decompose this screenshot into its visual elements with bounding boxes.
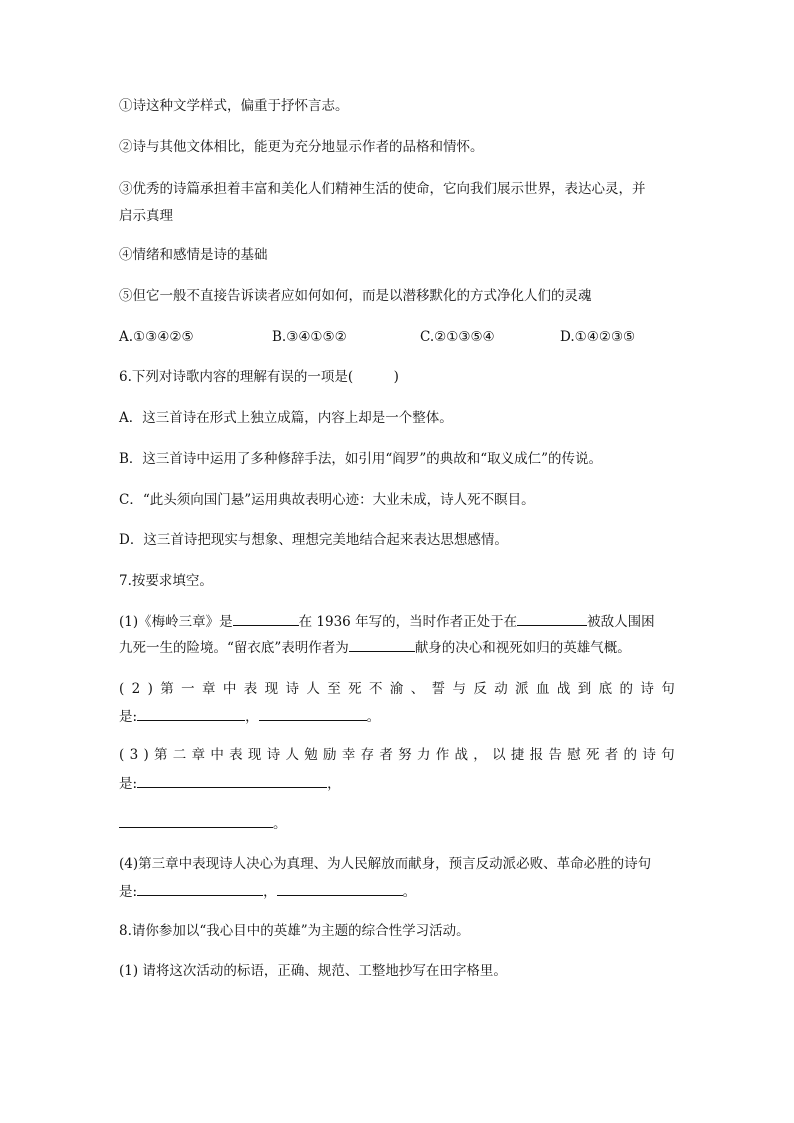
char: 句 (661, 747, 675, 763)
statement-4: ④情绪和感情是诗的基础 (119, 247, 268, 263)
char: 一 (181, 681, 195, 697)
char: 诗 (266, 747, 281, 763)
option-d: D.①④②③⑤ (560, 329, 636, 345)
char: 者 (379, 747, 393, 763)
answer-blank[interactable] (119, 813, 273, 828)
text: 献身的决心和视死如归的英雄气概。 (414, 640, 631, 656)
question-7-part-2-line-1 (119, 680, 675, 698)
question-7-part-4-line-2 (119, 881, 416, 901)
char: 励 (323, 747, 337, 763)
char: 表 (229, 747, 243, 763)
text: 是: (119, 884, 138, 900)
text: 被敌人围困 (587, 614, 655, 630)
text: ， (263, 884, 277, 900)
question-6-stem: 6.下列对诗歌内容的理解有误的一项是( ) (119, 369, 399, 385)
char: 努 (398, 747, 412, 763)
char: 力 (416, 747, 431, 763)
char: 表 (243, 681, 258, 697)
char: 到 (577, 681, 592, 697)
char: ) (143, 747, 149, 763)
char: 报 (529, 747, 544, 763)
char: 渝 (389, 681, 404, 697)
option-b: B.③④①⑤② (272, 329, 347, 345)
char: 现 (247, 747, 262, 763)
question-6-option-a: A．这三首诗在形式上独立成篇，内容上却是一个整体。 (119, 410, 453, 426)
char: 不 (369, 681, 383, 697)
question-7-part-3-line-3 (119, 813, 287, 833)
statement-5: ⑤但它一般不直接告诉读者应如何如何，而是以潜移默化的方式净化人们的灵魂 (119, 288, 592, 304)
char: 至 (327, 681, 341, 697)
char: 勉 (304, 747, 318, 763)
char: 战 (454, 747, 468, 763)
char: 2 (131, 681, 141, 697)
question-7-stem: 7.按要求填空。 (119, 573, 213, 589)
answer-blank[interactable] (233, 611, 299, 626)
char: 3 (129, 747, 139, 763)
char: 第 (160, 681, 174, 697)
statement-3: ③优秀的诗篇承担着丰富和美化人们精神生活的使命，它向我们展示世界，表达心灵，并 (119, 181, 646, 197)
char: 第 (154, 747, 168, 763)
char: 血 (536, 681, 550, 697)
justified-text (119, 680, 675, 698)
char: 誓 (431, 681, 446, 697)
question-6-option-d: D．这三首诗把现实与想象、理想完美地结合起来表达思想感情。 (119, 532, 508, 548)
question-7-part-1-line-2 (119, 637, 631, 657)
option-a: A.①③④②⑤ (119, 329, 194, 345)
char: 二 (172, 747, 187, 763)
char: 诗 (285, 681, 300, 697)
char: 章 (191, 747, 206, 763)
char: 告 (548, 747, 562, 763)
char: 死 (348, 681, 362, 697)
question-6-option-b: B．这三首诗中运用了多种修辞手法，如引用“阎罗”的典故和“取义成仁”的传说。 (119, 451, 603, 467)
text: 。 (402, 884, 417, 900)
text: 九死一生的险境。“留衣底”表明作者为 (119, 640, 349, 656)
char: 诗 (640, 681, 654, 697)
char: 慰 (567, 747, 581, 763)
char: ， (473, 747, 487, 763)
char: 以 (492, 747, 506, 763)
char: ( (119, 681, 125, 697)
char: 诗 (642, 747, 656, 763)
question-7-part-4-line-1: (4)第三章中表现诗人决心为真理、为人民解放而献身，预言反动派必败、革命必胜的诗句 (119, 856, 652, 872)
option-c: C.②①③⑤④ (420, 329, 495, 345)
char: 人 (285, 747, 299, 763)
char: 中 (222, 681, 237, 697)
char: 的 (623, 747, 638, 763)
answer-blank[interactable] (137, 773, 327, 788)
char: 幸 (341, 747, 356, 763)
char: 者 (604, 747, 619, 763)
char: 作 (435, 747, 450, 763)
text: (1)《梅岭三章》是 (119, 614, 233, 630)
statement-1: ①诗这种文学样式，偏重于抒怀言志。 (119, 98, 349, 114)
text: 在 1936 年写的，当时作者正处于在 (298, 614, 518, 630)
char: 派 (515, 681, 529, 697)
question-7-part-3-line-2 (119, 773, 341, 793)
char: 动 (494, 681, 508, 697)
char: 的 (619, 681, 634, 697)
char: 底 (598, 681, 613, 697)
char: 战 (556, 681, 571, 697)
question-8-part-1: (1) 请将这次活动的标语，正确、规范、工整地抄写在田字格里。 (119, 963, 507, 979)
char: 现 (264, 681, 279, 697)
question-8-stem: 8.请你参加以“我心目中的英雄”为主题的综合性学习活动。 (119, 923, 470, 939)
justified-text (119, 746, 675, 764)
char: 中 (210, 747, 224, 763)
char: ( (119, 747, 125, 763)
question-7-part-1-line-1 (119, 611, 655, 631)
text: ， (245, 709, 259, 725)
char: 章 (202, 681, 216, 697)
answer-blank[interactable] (349, 637, 415, 652)
question-7-part-2-line-2 (119, 706, 380, 726)
answer-blank[interactable] (137, 881, 263, 896)
char: 与 (452, 681, 467, 697)
text: 是: (119, 776, 138, 792)
answer-blank[interactable] (277, 881, 403, 896)
char: 存 (360, 747, 375, 763)
char: 反 (473, 681, 487, 697)
answer-blank[interactable] (259, 706, 367, 721)
statement-3-continued: 启示真理 (119, 208, 173, 224)
text: 。 (366, 709, 381, 725)
char: 句 (661, 681, 675, 697)
char: 死 (585, 747, 600, 763)
char: 、 (410, 681, 425, 697)
text: 是: (119, 709, 138, 725)
question-7-part-3-line-1 (119, 746, 675, 764)
text: ， (327, 776, 341, 792)
answer-blank[interactable] (517, 611, 587, 626)
char: 捷 (510, 747, 525, 763)
char: ) (147, 681, 153, 697)
char: 人 (306, 681, 320, 697)
question-6-option-c: C．“此头须向国门悬”运用典故表明心迹：大业未成，诗人死不瞑目。 (119, 492, 535, 508)
text: 。 (273, 816, 287, 832)
statement-2: ②诗与其他文体相比，能更为充分地显示作者的品格和情怀。 (119, 139, 484, 155)
answer-blank[interactable] (137, 706, 245, 721)
